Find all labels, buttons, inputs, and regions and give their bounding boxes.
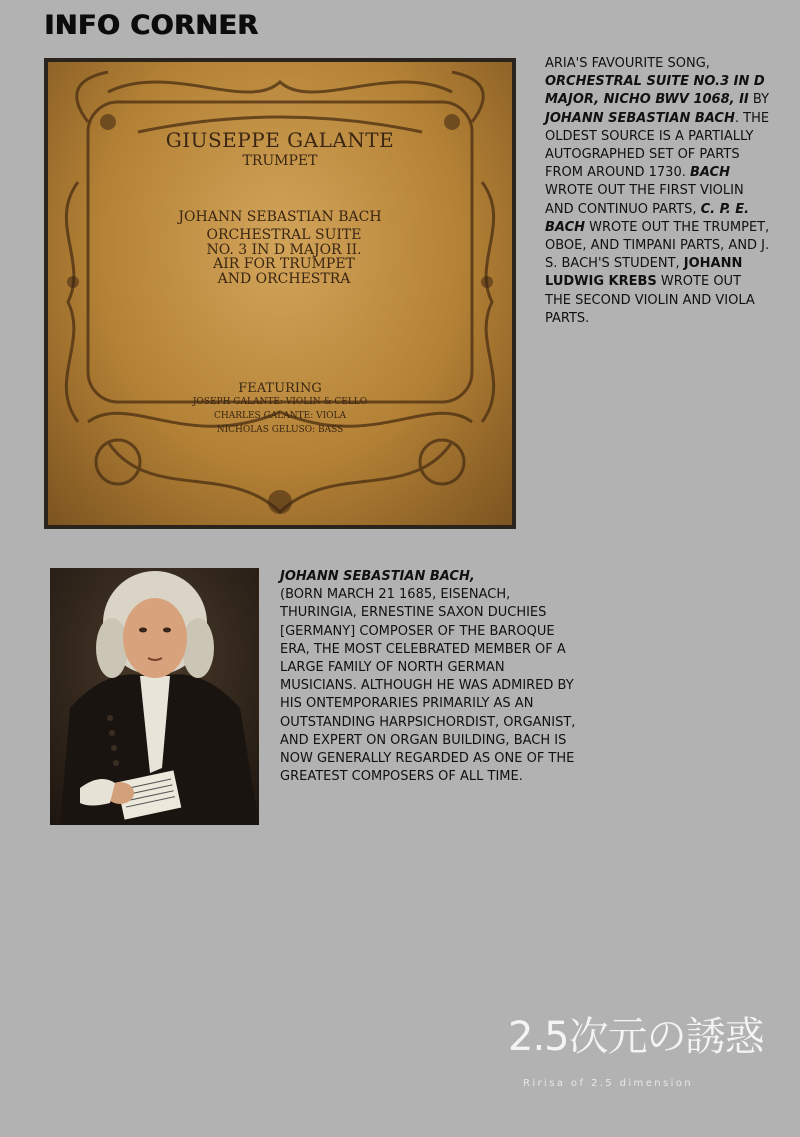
portrait-image: [50, 568, 259, 825]
album-credit: NICHOLAS GELUSO: BASS: [216, 425, 344, 435]
album-credit: JOSEPH GALANTE: VIOLIN & CELLO: [192, 397, 368, 407]
album-composer: JOHANN SEBASTIAN BACH: [178, 209, 382, 225]
student-name: JOHANN LUDWIG KREBS: [545, 256, 743, 290]
logo-subtitle: Ririsa of 2.5 dimension: [523, 1078, 694, 1089]
composer-name: JOHANN SEBASTIAN BACH: [545, 110, 735, 126]
song-title: ORCHESTRAL SUITE NO.3 IN D MAJOR, NICHO BWV 1068, II: [545, 74, 765, 108]
page-title: INFO CORNER: [44, 10, 259, 41]
series-logo: [508, 1005, 768, 1095]
bach-name: JOHANN SEBASTIAN BACH,: [280, 569, 475, 584]
album-piece-title: ORCHESTRAL SUITE NO. 3 IN D MAJOR II. AIR FOR TRUMPET AND ORCHESTRA: [206, 227, 362, 288]
album-credit: CHARLES GALANTE: VIOLA: [214, 411, 346, 421]
bach-portrait: [50, 568, 259, 825]
album-instrument: TRUMPET: [242, 153, 318, 169]
bach-biography-body: (BORN MARCH 21 1685, EISENACH, THURINGIA, ERNESTINE SAXON DUCHIES [GERMANY] COMPOSER OF THE BAROQUE ERA, THE MOST CELEBRATED MEMBER OF A LARGE FAMILY OF NORTH GERMAN MUSICIANS. ALTHOUGH HE WAS ADMIRED BY HIS ONTEMPORARIES PRIMARILY AS AN OUTSTANDING HARPSICHORDIST, ORGANIST, AND EXPERT ON ORGAN BUILDING, BACH IS NOW GENERALLY REGARDED AS ONE OF THE GREATEST COMPOSERS OF ALL TIME.: [280, 587, 576, 785]
aria-description: ARIA'S FAVOURITE SONG, ORCHESTRAL SUITE NO.3 IN D MAJOR, NICHO BWV 1068, II BY JOHANN SEBASTIAN BACH. THE OLDEST SOURCE IS A PARTIALLY AUTOGRAPHED SET OF PARTS FROM AROUND 1730. BACH WROTE OUT THE FIRST VIOLIN AND CONTINUO PARTS, C. P. E. BACH WROTE OUT THE TRUMPET, OBOE, AND TIMPANI PARTS, AND J. S. BACH'S STUDENT, JOHANN LUDWIG KREBS WROTE OUT THE SECOND VIOLIN AND VIOLA PARTS.: [545, 56, 770, 326]
bach-biography: [280, 568, 580, 786]
album-artist: GIUSEPPE GALANTE: [165, 128, 395, 152]
album-featuring-label: FEATURING: [238, 381, 322, 396]
album-cover: [44, 58, 516, 529]
logo-title: 2.5次元の誘惑: [508, 1014, 764, 1060]
